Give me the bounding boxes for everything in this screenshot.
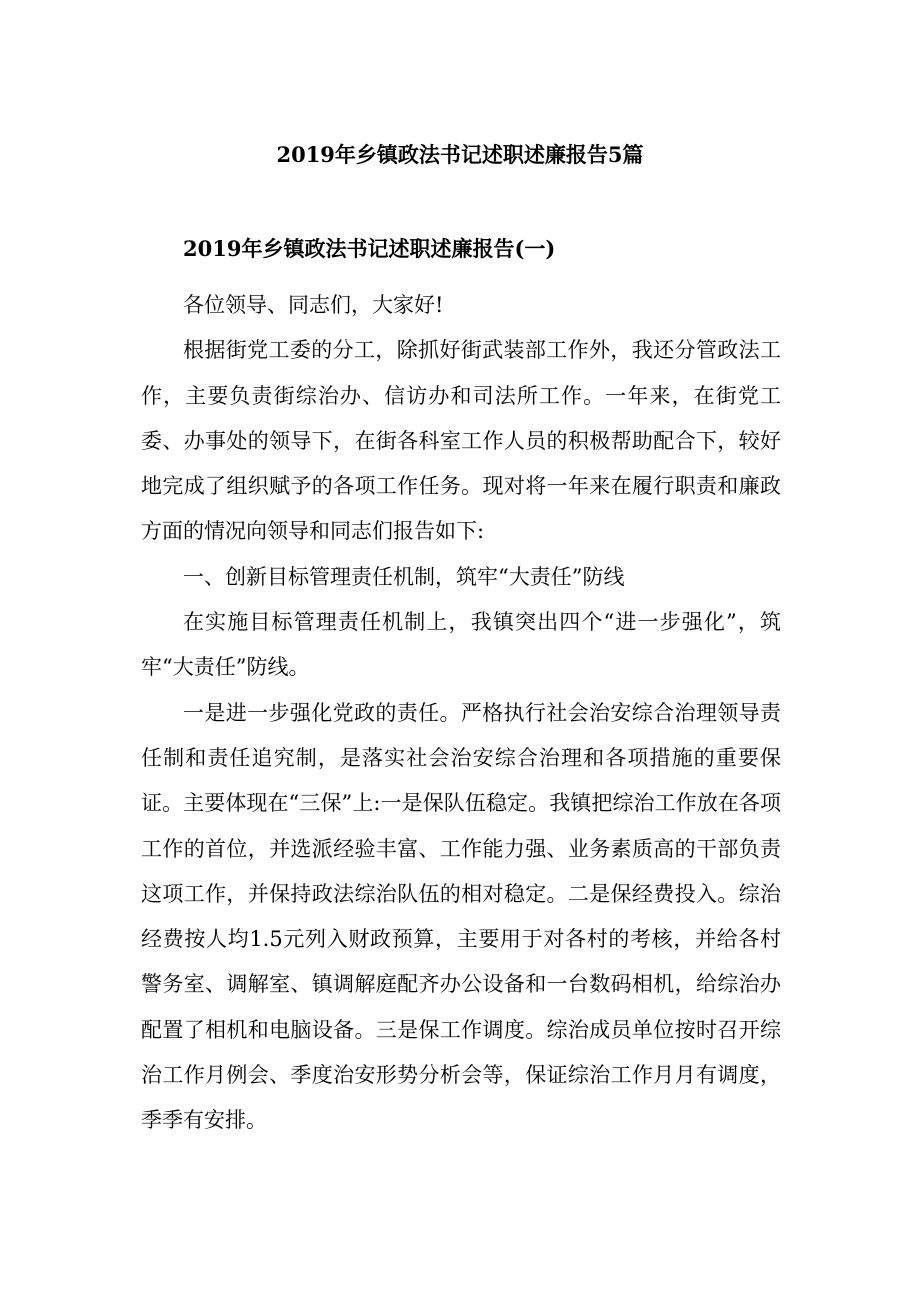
intro-paragraph: 根据街党工委的分工，除抓好街武装部工作外，我还分管政法工作，主要负责街综治办、信访办和司法所工作。一年来，在街党工委、办事处的领导下，在街各科室工作人员的积极帮助配合下，较好地完成了组织赋予的各项工作任务。现对将一年来在履行职责和廉政方面的情况向领导和同志们报告如下: [141,338,781,544]
body-paragraph: 一是进一步强化党政的责任。严格执行社会治安综合治理领导责任制和责任追究制，是落实社会治安综合治理和各项措施的重要保证。主要体现在“三保”上:一是保队伍稳定。我镇把综治工作放在各项工作的首位，并选派经验丰富、工作能力强、业务素质高的干部负责这项工作，并保持政法综治队伍的相对稳定。二是保经费投入。综治经费按人均1.5元列入财政预算，主要用于对各村的考核，并给各村警务室、调解室、镇调解庭配齐办公设备和一台数码相机，给综治办配置了相机和电脑设备。三是保工作调度。综治成员单位按时召开综治工作月例会、季度治安形势分析会等，保证综治工作月月有调度，季季有安排。 [141,700,781,1133]
section-heading: 2019年乡镇政法书记述职述廉报告(一) [183,236,556,261]
body-paragraph: 在实施目标管理责任机制上，我镇突出四个“进一步强化”，筑牢“大责任”防线。 [141,610,781,680]
subsection-heading: 一、创新目标管理责任机制，筑牢“大责任”防线 [183,564,625,589]
document-body [141,283,781,1144]
document-title: 2019年乡镇政法书记述职述廉报告5篇 [276,142,644,167]
greeting-paragraph: 各位领导、同志们，大家好! [183,293,444,317]
